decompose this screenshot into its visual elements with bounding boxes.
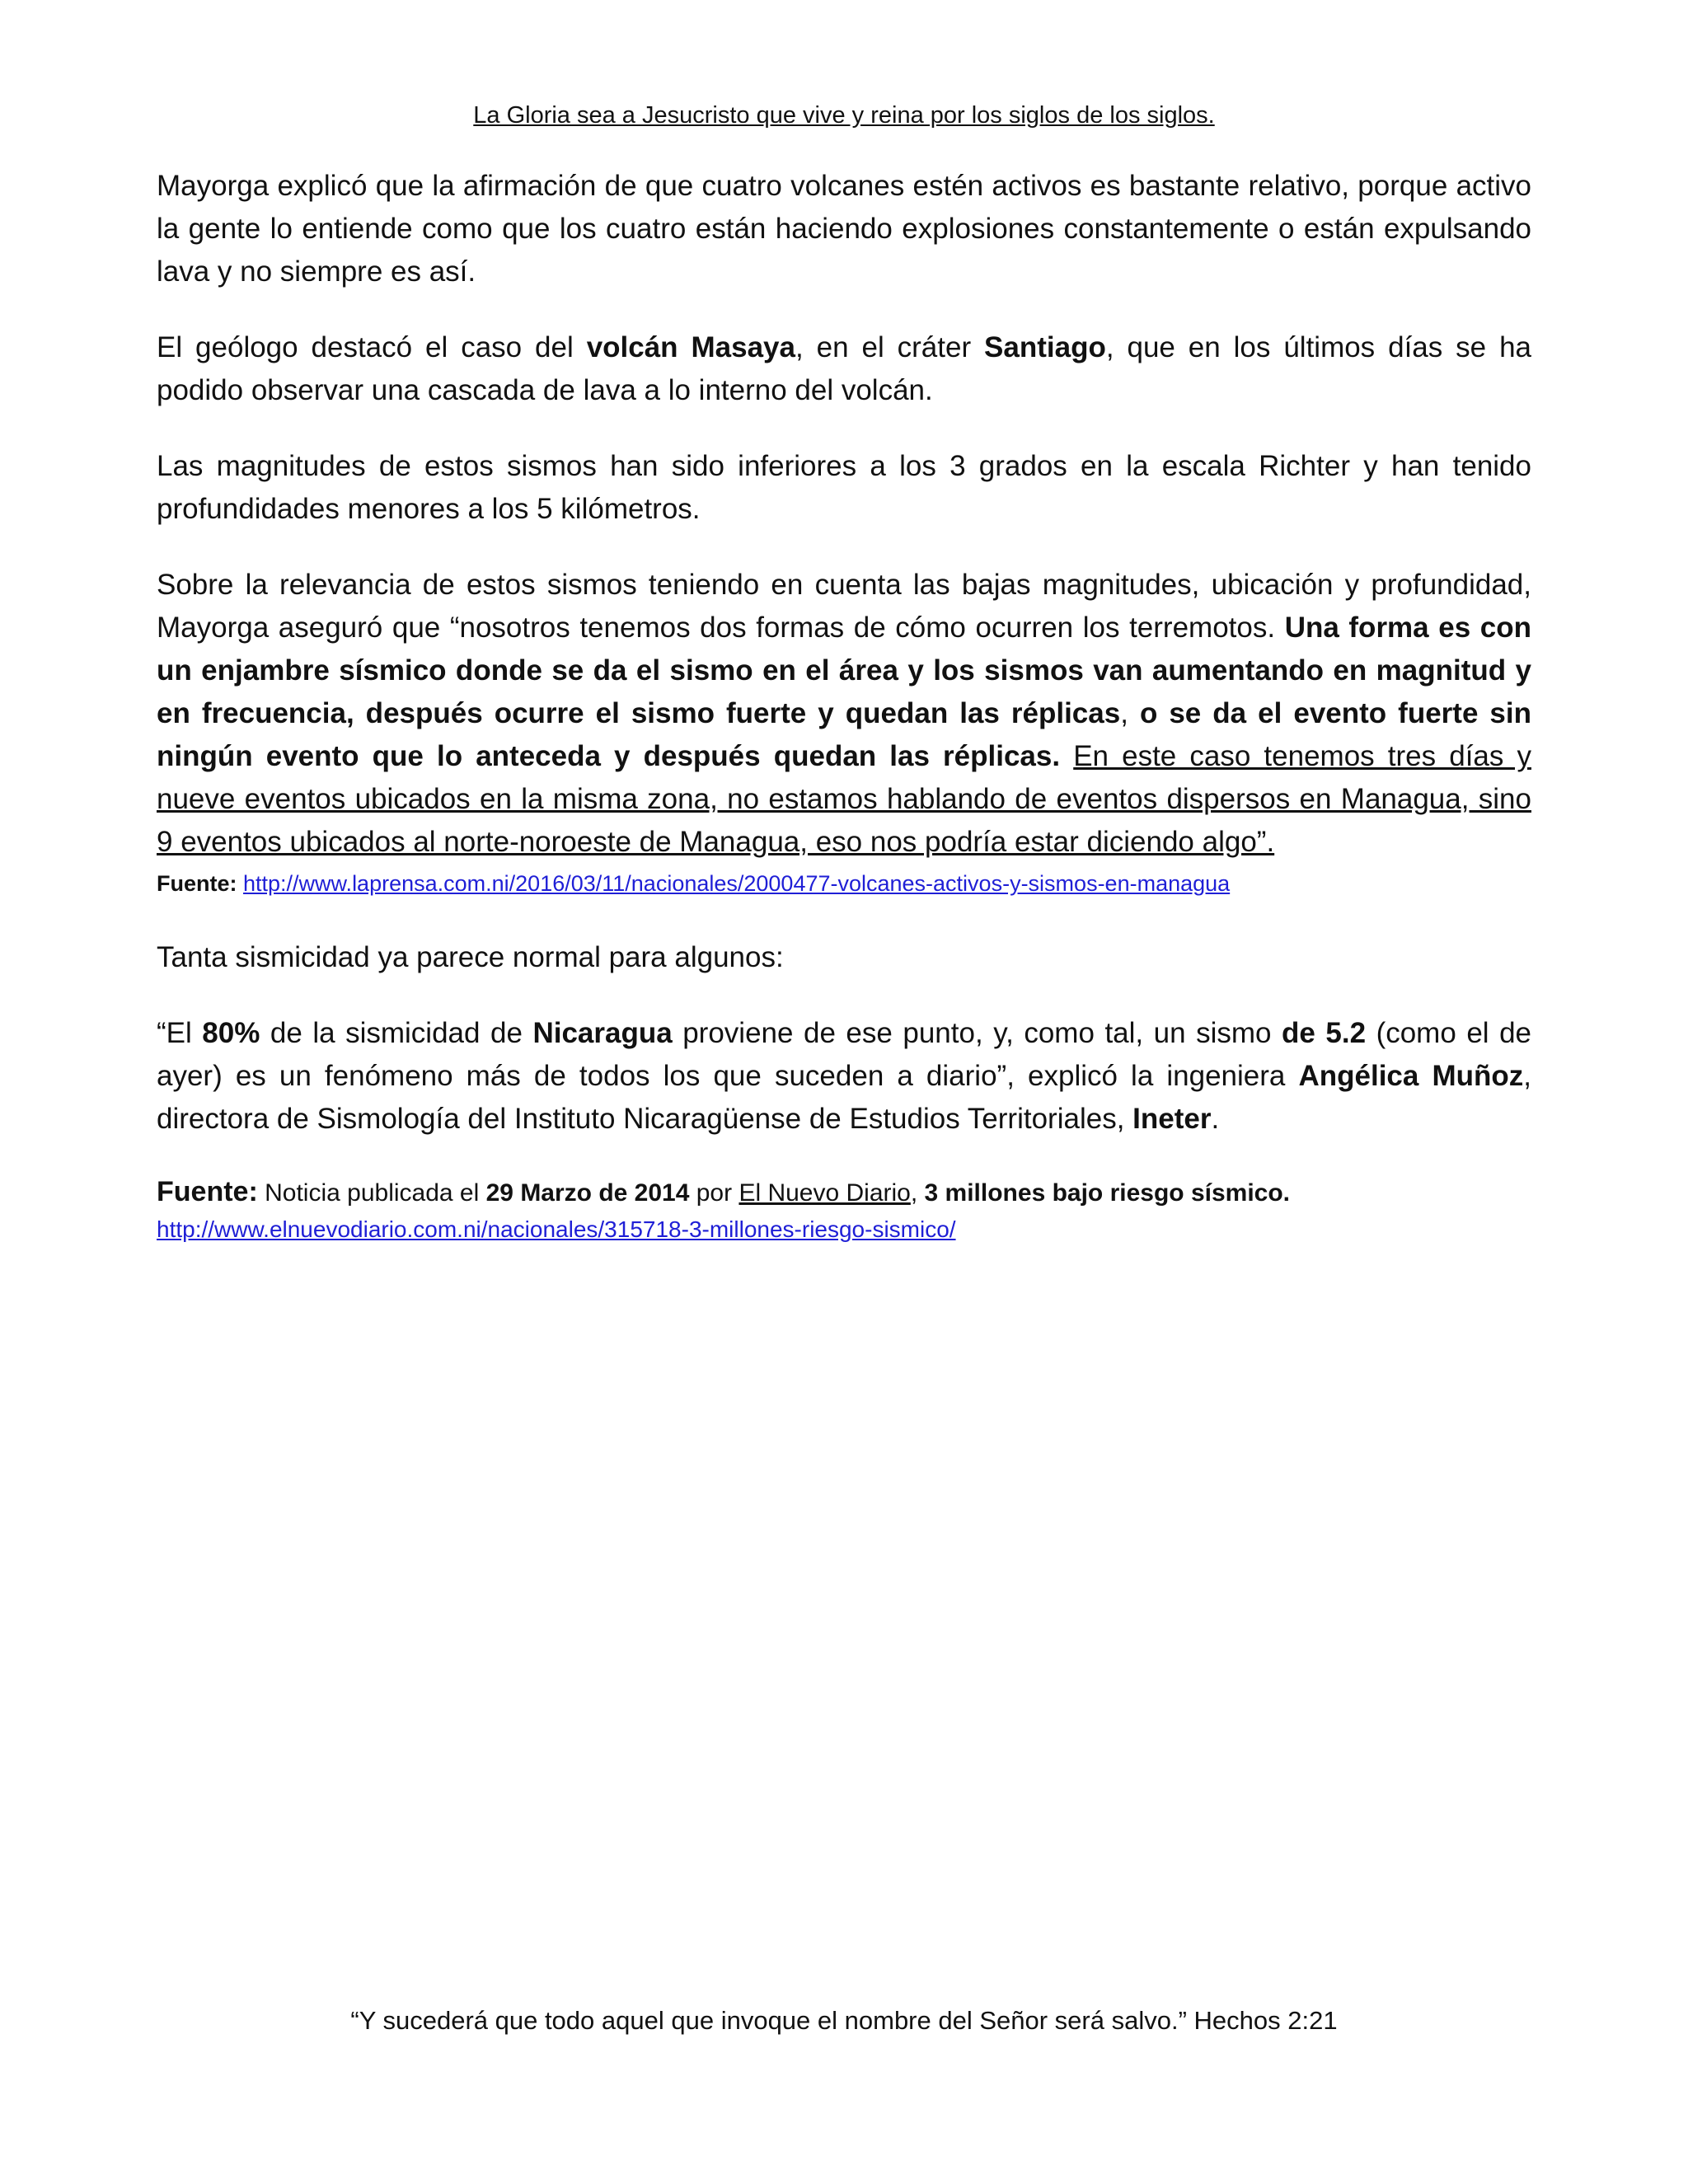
paragraph-text: Mayorga explicó que la afirmación de que cuatro volcanes estén activos es bastante relativo, porque activo la gente lo entiende como que los cuatro están haciendo explosiones constantemente o están expulsando lava y no siempre es así. (157, 170, 1531, 288)
bold-ineter: Ineter (1132, 1103, 1212, 1135)
text-segment: , directora de Sismología del Instituto Nicaragüense de Estudios Territoriales, (157, 1060, 1531, 1135)
bold-nicaragua: Nicaragua (532, 1017, 673, 1049)
text-segment: , que en los últimos días se ha podido observar una cascada de lava a lo interno del volcán. (157, 331, 1532, 406)
text-segment: , (910, 1179, 925, 1207)
paragraph-volcan-masaya (157, 326, 1531, 412)
page-footer-verse: “Y sucederá que todo aquel que invoque el nombre del Señor será salvo.” Hechos 2:21 (350, 2006, 1338, 2035)
text-segment: por (689, 1179, 739, 1207)
source-link-elnuevodiario[interactable]: http://www.elnuevodiario.com.ni/nacionales/315718-3-millones-riesgo-sismico/ (157, 1216, 956, 1242)
bold-date: 29 Marzo de 2014 (485, 1179, 690, 1207)
bold-santiago: Santiago (984, 331, 1106, 363)
page-header: La Gloria sea a Jesucristo que vive y reina por los siglos de los siglos. (473, 102, 1215, 129)
text-segment: “El (157, 1017, 203, 1049)
paragraph-relevancia (157, 564, 1531, 864)
paragraph-text: Las magnitudes de estos sismos han sido inferiores a los 3 grados en la escala Richter y han tenido profundidades menores a los 5 kilómetros. (157, 450, 1531, 525)
source-laprensa (157, 869, 1531, 898)
source-label: Fuente: (157, 871, 237, 896)
paragraph-magnitudes (157, 445, 1531, 531)
bold-80-percent: 80% (202, 1017, 260, 1049)
source-elnuevodiario (157, 1174, 1531, 1248)
text-segment (1060, 740, 1073, 772)
text-segment: El geólogo destacó el caso del (157, 331, 587, 363)
text-segment: , en el cráter (795, 331, 985, 363)
source-link-laprensa[interactable]: http://www.laprensa.com.ni/2016/03/11/nacionales/2000477-volcanes-activos-y-sismos-en-managua (243, 871, 1231, 896)
bold-magnitude: de 5.2 (1282, 1017, 1367, 1049)
source-label: Fuente: (157, 1176, 258, 1207)
paragraph-angelica-munoz (157, 1012, 1531, 1141)
text-segment: Noticia publicada el (257, 1179, 486, 1207)
paragraph-tanta-sismicidad (157, 936, 1531, 979)
text-segment: Sobre la relevancia de estos sismos teniendo en cuenta las bajas magnitudes, ubicación y profundidad, Mayorga aseguró que “nosotros tenemos dos formas de cómo ocurren los terremotos. (157, 569, 1531, 644)
bold-enjambre-sismico: Una forma es con un enjambre sísmico donde se da el sismo en el área y los sismos van aumentando en magnitud y en frecuencia, después ocurre el sismo fuerte y quedan las réplicas (157, 612, 1531, 729)
text-segment: de la sismicidad de (260, 1017, 533, 1049)
text-segment: . (1211, 1103, 1220, 1135)
text-segment: (como el de ayer) es un fenómeno más de todos los que suceden a diario”, explicó la ingeniera (157, 1017, 1532, 1092)
text-segment: , (1120, 697, 1140, 729)
paragraph-text: Tanta sismicidad ya parece normal para algunos: (157, 941, 784, 973)
source-citation-line (157, 1174, 1531, 1212)
bold-article-title: 3 millones bajo riesgo sísmico. (924, 1179, 1291, 1207)
text-segment: proviene de ese punto, y, como tal, un sismo (672, 1017, 1282, 1049)
bold-angelica-munoz: Angélica Muñoz (1298, 1060, 1524, 1092)
publisher-name: El Nuevo Diario (738, 1179, 911, 1207)
underlined-quote: En este caso tenemos tres días y nueve eventos ubicados en la misma zona, no estamos hablando de eventos dispersos en Managua, sino 9 eventos ubicados al norte-noroeste de Managua, eso nos podría estar diciendo algo”. (157, 740, 1531, 858)
paragraph-mayorga-explanation (157, 165, 1531, 293)
source-url-line (157, 1212, 1531, 1248)
bold-volcan-masaya: volcán Masaya (586, 331, 795, 363)
bold-evento-fuerte: o se da el evento fuerte sin ningún evento que lo anteceda y después quedan las réplicas. (157, 697, 1532, 772)
document-body (157, 165, 1531, 1248)
